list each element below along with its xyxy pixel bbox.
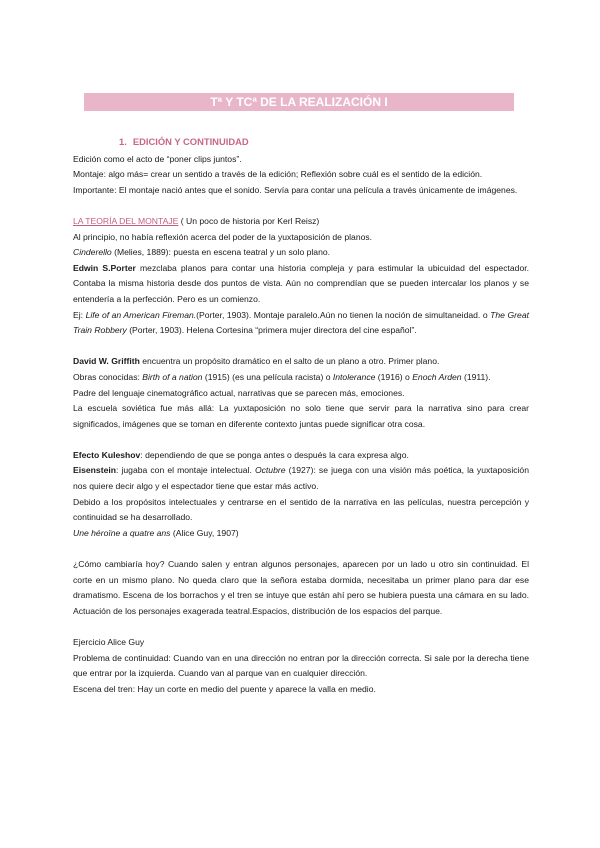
griffith-paragraph-2: Obras conocidas: Birth of a nation (1915) (es una película racista) o Intolerance (1916) o Enoch Arden (1911). xyxy=(73,371,491,382)
perception-paragraph: Debido a los propósitos intelectuales y centrarse en el sentido de la narrativa en las películas, nuestra percepción y continuidad se ha desarrollado. xyxy=(73,496,529,523)
document-title-banner: Tª Y TCª DE LA REALIZACIÓN I xyxy=(84,93,514,111)
intro-paragraph-3: Importante: El montaje nació antes que el sonido. Servía para contar una película a través únicamente de imágenes. xyxy=(73,184,518,195)
griffith-paragraph-1: David W. Griffith encuentra un propósito dramático en el salto de un plano a otro. Primer plano. xyxy=(73,356,440,367)
exercise-title: Ejercicio Alice Guy xyxy=(73,637,145,647)
section-heading xyxy=(119,134,529,150)
kuleshov-paragraph: Efecto Kuleshov: dependiendo de que se ponga antes o después la cara expresa algo. xyxy=(73,449,409,460)
theory-heading: LA TEORÍA DEL MONTAJE ( Un poco de historia por Kerl Reisz) xyxy=(73,215,320,226)
exercise-paragraph-1: Problema de continuidad: Cuando van en una dirección no entran por la dirección correcta. Si sale por la derecha tiene que entrar por la izquierda. Cuando van al parque van en cualquier dirección. xyxy=(73,652,529,679)
theory-paragraph-1: Al principio, no había reflexión acerca del poder de la yuxtaposición de planos. xyxy=(73,231,373,242)
theory-link[interactable]: LA TEORÍA DEL MONTAJE xyxy=(73,215,179,226)
exercise-paragraph-2: Escena del tren: Hay un corte en medio del puente y aparece la valla en medio. xyxy=(73,683,376,694)
theory-paragraph-4: Ej: Life of an American Fireman.(Porter, 1903). Montaje paralelo.Aún no tienen la noción de simultaneidad. o The Great Train Robbery (Porter, 1903). Helena Cortesina “primera mujer directora del cine español”. xyxy=(73,309,529,336)
document-body xyxy=(73,134,529,697)
section-title: EDICIÓN Y CONTINUIDAD xyxy=(132,136,249,147)
eisenstein-paragraph: Eisenstein: jugaba con el montaje intelectual. Octubre (1927): se juega con una visión más poética, la yuxtaposición nos quiere decir algo y el espectador tiene que estar más activo. xyxy=(73,465,529,492)
question-paragraph: ¿Cómo cambiaría hoy? Cuando salen y entran algunos personajes, aparecen por un lado u otro sin continuidad. El corte en un mismo plano. No queda claro que la señora estaba dormida, necesitaba un primer plano para dar ese dramatismo. Escena de los borrachos y el tren se intuye que están ahí pero se hubiera puesta una cámara en su lado. Actuación de los personajes exagerada teatral.Espacios, distribución de los espacios del parque. xyxy=(73,559,529,616)
alice-guy-film-line: Une héroïne a quatre ans (Alice Guy, 1907) xyxy=(73,527,239,538)
griffith-paragraph-4: La escuela soviética fue más allá: La yuxtaposición no solo tiene que servir para la narrativa sino para crear significados, imágenes que se toman en diferente contexto juntas puede significar otra cosa. xyxy=(73,403,529,429)
theory-paragraph-2: Cinderello (Melies, 1889): puesta en escena teatral y un solo plano. xyxy=(73,247,331,258)
section-number: 1. xyxy=(119,136,127,147)
intro-paragraph-2: Montaje: algo más= crear un sentido a través de la edición; Reflexión sobre cuál es el sentido de la edición. xyxy=(73,169,483,180)
theory-paragraph-3: Edwin S.Porter mezclaba planos para contar una historia compleja y para estimular la ubicuidad del espectador. Contaba la misma historia desde dos puntos de vista. Aún no comprendían que se pueden intercalar los planos y se entendería a la perfección. Pero es un comienzo. xyxy=(73,262,530,304)
intro-paragraph-1: Edición como el acto de “poner clips juntos”. xyxy=(73,153,242,164)
griffith-paragraph-3: Padre del lenguaje cinematográfico actual, narrativas que se parecen más, emociones. xyxy=(73,387,405,398)
